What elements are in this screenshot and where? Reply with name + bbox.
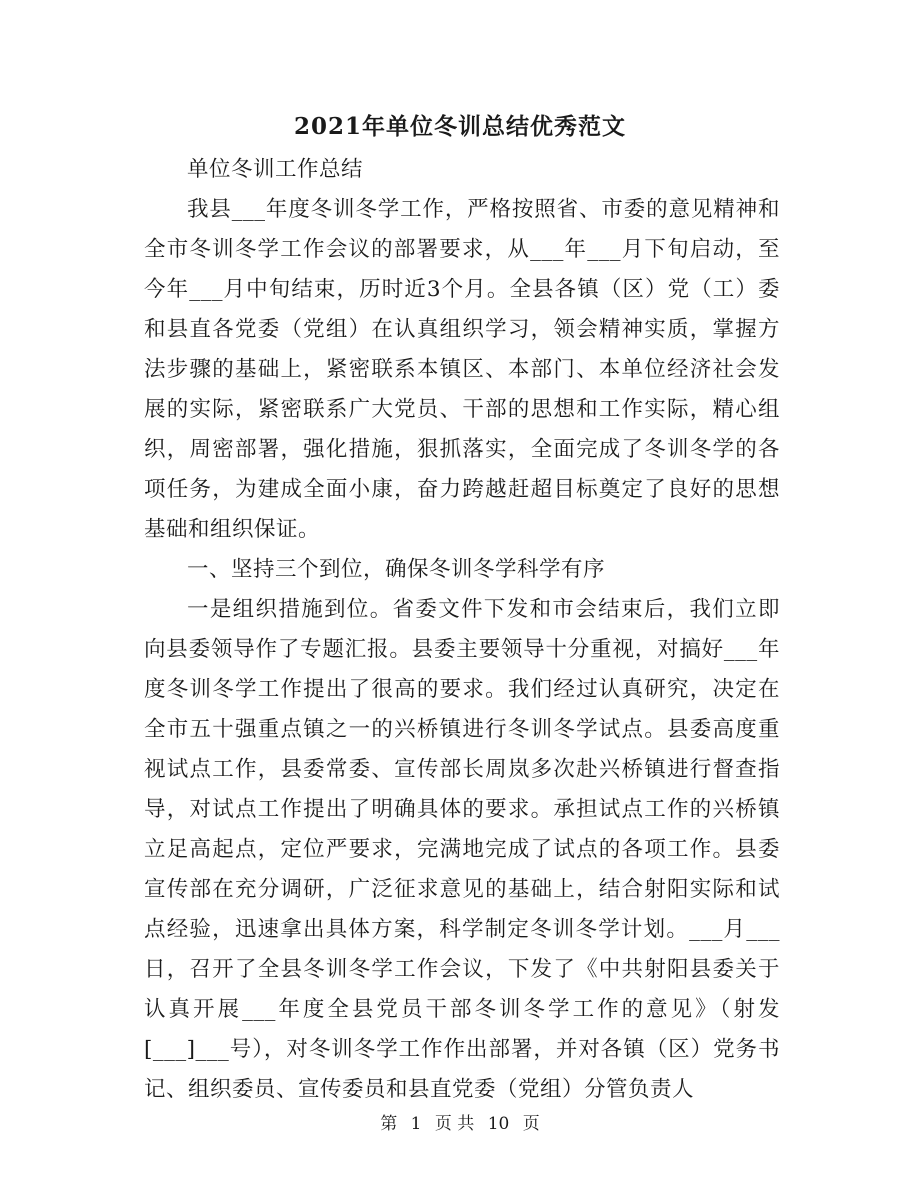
section-heading: 一、坚持三个到位，确保冬训冬学科学有序 xyxy=(187,557,606,582)
current-page-number: 1 xyxy=(410,1114,422,1134)
section-subtitle: 单位冬训工作总结 xyxy=(187,157,364,182)
total-pages-number: 10 xyxy=(487,1114,510,1134)
page-label-suffix: 页 xyxy=(522,1114,540,1134)
body-paragraph: 一是组织措施到位。省委文件下发和市会结束后，我们立即向县委领导作了专题汇报。县委主要领导十分重视，对搞好___年度冬训冬学工作提出了很高的要求。我们经过认真研究，决定在全市五十强重点镇之一的兴桥镇进行冬训冬学试点。县委高度重视试点工作，县委常委、宣传部长周岚多次赴兴桥镇进行督查指导，对试点工作提出了明确具体的要求。承担试点工作的兴桥镇立足高起点，定位严要求，完满地完成了试点的各项工作。县委宣传部在充分调研，广泛征求意见的基础上，结合射阳实际和试点经验，迅速拿出具体方案，科学制定冬训冬学计划。___月___日，召开了全县冬训冬学工作会议，下发了《中共射阳县委关于认真开展___年度全县党员干部冬训冬学工作的意见》（射发[___]___号），对冬训冬学工作作出部署，并对各镇（区）党务书记、组织委员、宣传委员和县直党委（党组）分管负责人 xyxy=(144,597,780,1102)
document-body xyxy=(144,150,780,1110)
page-label-prefix: 第 xyxy=(380,1114,398,1134)
page-footer xyxy=(0,1112,920,1136)
body-paragraph: 我县___年度冬训冬学工作，严格按照省、市委的意见精神和全市冬训冬学工作会议的部署要求，从___年___月下旬启动，至今年___月中旬结束，历时近3个月。全县各镇（区）党（工）委和县直各党委（党组）在认真组织学习，领会精神实质，掌握方法步骤的基础上，紧密联系本镇区、本部门、本单位经济社会发展的实际，紧密联系广大党员、干部的思想和工作实际，精心组织，周密部署，强化措施，狠抓落实，全面完成了冬训冬学的各项任务，为建成全面小康，奋力跨越赶超目标奠定了良好的思想基础和组织保证。 xyxy=(144,197,780,542)
document-title: 2021年单位冬训总结优秀范文 xyxy=(293,113,626,140)
page-label-mid: 页 共 xyxy=(434,1114,475,1134)
